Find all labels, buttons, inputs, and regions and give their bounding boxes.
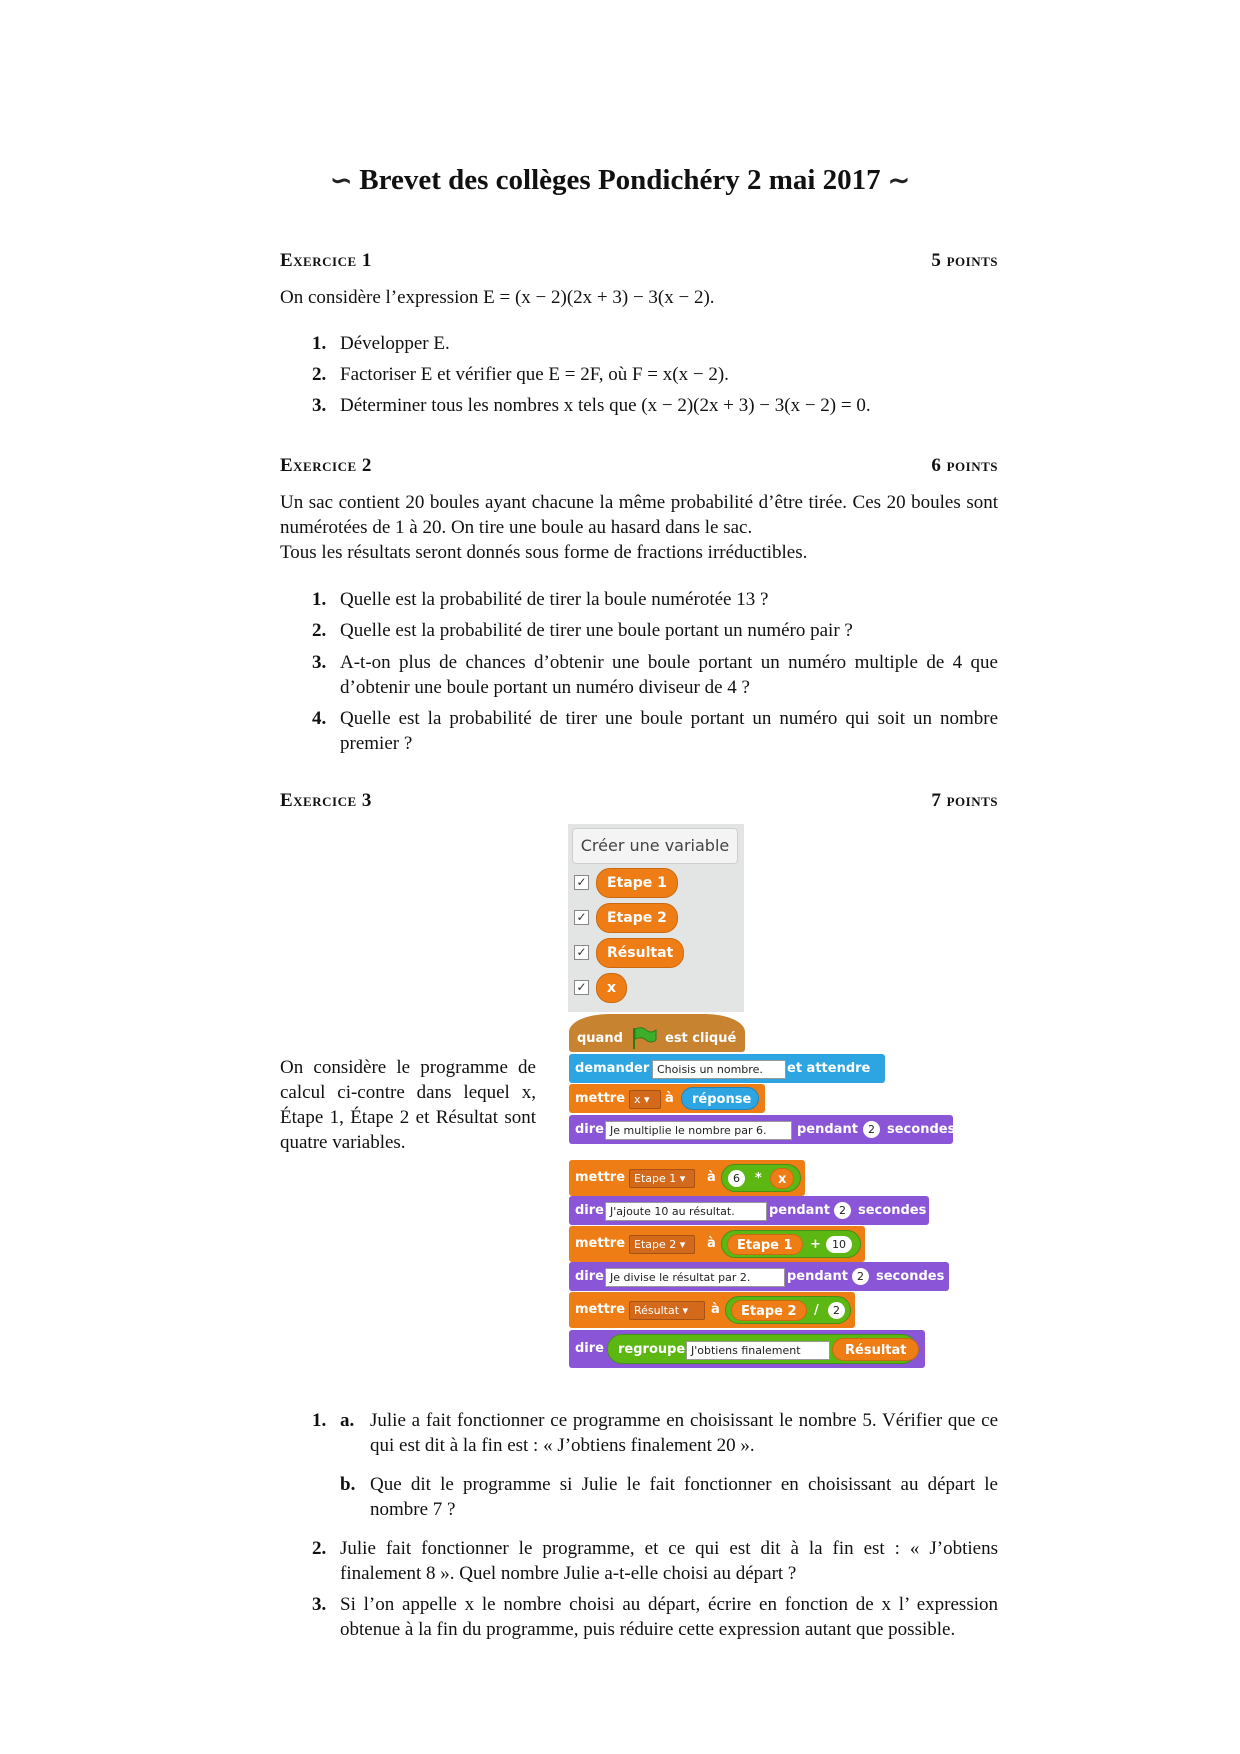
block-keyword: mettre: [575, 1091, 626, 1106]
variable-reporter[interactable]: Etape 1: [596, 868, 678, 898]
dropdown-value: x: [634, 1093, 641, 1106]
exercise-2-points: 6 points: [931, 455, 998, 476]
exercise-2-intro-2: Tous les résultats seront donnés sous forme de fractions irréductibles.: [280, 542, 808, 563]
scratch-variable-panel: [568, 824, 744, 1012]
exercise-2-intro: [280, 490, 998, 565]
item-number: 2.: [312, 620, 327, 641]
green-flag-icon[interactable]: [631, 1026, 657, 1050]
hat-keyword-2: est cliqué: [665, 1031, 737, 1046]
say-join-block[interactable]: [569, 1330, 925, 1368]
set-resultat-block[interactable]: [569, 1292, 855, 1328]
exercise-1-item-1: [312, 331, 998, 356]
exercise-1-item-3: [312, 393, 998, 418]
exercise-2-intro-1: Un sac contient 20 boules ayant chacune la même probabilité d’être tirée. Ces 20 boules sont numérotées de 1 à 20. On tire une boule au hasard dans le sac.: [280, 492, 998, 538]
block-keyword: à: [665, 1091, 674, 1106]
block-keyword: dire: [575, 1203, 604, 1218]
variable-dropdown[interactable]: x ▾: [629, 1090, 661, 1109]
block-keyword: dire: [575, 1122, 604, 1137]
block-keyword: demander: [575, 1061, 650, 1076]
item-number: 3.: [312, 395, 327, 416]
exercise-3-question-1a-text: [340, 1408, 998, 1458]
item-text: Développer E.: [340, 333, 450, 354]
item-text: Julie a fait fonctionner ce programme en choisissant le nombre 5. Vérifier que ce qui est dit à la fin est : « J’obtiens finalement 20 ».: [370, 1410, 998, 1456]
ornament-right-icon: ∼: [887, 166, 910, 195]
say-for-secs-block-1[interactable]: [569, 1115, 956, 1144]
resultat-reporter[interactable]: Résultat: [832, 1338, 919, 1361]
say-for-secs-block-2[interactable]: [569, 1196, 929, 1225]
variable-dropdown[interactable]: Etape 2 ▾: [629, 1235, 695, 1254]
seconds-input[interactable]: 2: [834, 1202, 851, 1219]
exercise-3-header: [280, 790, 998, 814]
exercise-2-item-4: [312, 706, 998, 756]
operand-b[interactable]: 10: [826, 1236, 852, 1253]
etape1-reporter[interactable]: Etape 1: [727, 1234, 803, 1255]
block-keyword: pendant: [769, 1203, 830, 1218]
item-number: 3.: [312, 652, 327, 673]
title-text: Brevet des collèges Pondichéry 2 mai 2017: [359, 164, 881, 196]
block-keyword: à: [707, 1170, 716, 1185]
set-etape2-block[interactable]: [569, 1226, 865, 1262]
page-title: [0, 164, 1240, 197]
exercise-1-label: Exercice 1: [280, 250, 372, 271]
item-number: 2.: [312, 364, 327, 385]
item-text: Quelle est la probabilité de tirer une boule portant un numéro qui soit un nombre premier ?: [340, 708, 998, 754]
answer-reporter[interactable]: réponse: [681, 1087, 759, 1110]
exercise-2-header: [280, 455, 998, 479]
item-text: Quelle est la probabilité de tirer une boule portant un numéro pair ?: [340, 620, 853, 641]
sub-item-letter: b.: [340, 1474, 356, 1495]
item-number: 3.: [312, 1594, 327, 1615]
set-etape1-block[interactable]: [569, 1160, 805, 1196]
dropdown-value: Etape 1: [634, 1172, 677, 1185]
divide-operator[interactable]: [725, 1296, 851, 1324]
join-keyword: regroupe: [618, 1342, 686, 1357]
dropdown-value: Etape 2: [634, 1238, 677, 1251]
operand-a[interactable]: 6: [728, 1170, 745, 1187]
exercise-3-question-3: [312, 1592, 998, 1642]
say-text-field[interactable]: Je multiplie le nombre par 6.: [605, 1121, 792, 1140]
checkbox-icon[interactable]: ✓: [574, 875, 589, 890]
ask-and-wait-block[interactable]: [569, 1054, 885, 1083]
say-text-field[interactable]: J'ajoute 10 au résultat.: [605, 1202, 767, 1221]
exercise-1-intro: On considère l’expression E = (x − 2)(2x + 3) − 3(x − 2).: [280, 287, 715, 308]
sub-item-letter: a.: [340, 1410, 355, 1431]
operand-b[interactable]: 2: [828, 1302, 845, 1319]
join-text-field[interactable]: J'obtiens finalement: [686, 1341, 830, 1360]
ornament-left-icon: ∽: [330, 166, 353, 195]
item-text: Déterminer tous les nombres x tels que (x − 2)(2x + 3) − 3(x − 2) = 0.: [340, 395, 871, 416]
etape2-reporter[interactable]: Etape 2: [731, 1300, 807, 1321]
set-x-block[interactable]: [569, 1084, 765, 1113]
item-text: Factoriser E et vérifier que E = 2F, où F = x(x − 2).: [340, 364, 729, 385]
block-keyword: secondes: [858, 1203, 927, 1218]
operator-symbol: +: [810, 1237, 821, 1252]
variable-reporter[interactable]: x: [596, 973, 627, 1003]
item-text: Si l’on appelle x le nombre choisi au départ, écrire en fonction de x l’ expression obtenue à la fin du programme, puis réduire cette expression autant que possible.: [340, 1594, 998, 1640]
seconds-input[interactable]: 2: [852, 1268, 869, 1285]
item-number: 1.: [312, 589, 327, 610]
say-text-field[interactable]: Je divise le résultat par 2.: [605, 1268, 785, 1287]
block-keyword: mettre: [575, 1302, 626, 1317]
variable-dropdown[interactable]: Résultat ▾: [629, 1301, 705, 1320]
variable-dropdown[interactable]: Etape 1 ▾: [629, 1169, 695, 1188]
block-keyword: et attendre: [787, 1061, 871, 1076]
exercise-3-label: Exercice 3: [280, 790, 372, 811]
item-text: Julie fait fonctionner le programme, et ce qui est dit à la fin est : « J’obtiens finalement 8 ». Quel nombre Julie a-t-elle choisi au départ ?: [340, 1538, 998, 1584]
item-text: Quelle est la probabilité de tirer la boule numérotée 13 ?: [340, 589, 769, 610]
block-keyword: dire: [575, 1341, 604, 1356]
exercise-2-item-1: [312, 587, 998, 612]
exercise-1-header: [280, 250, 998, 274]
seconds-input[interactable]: 2: [863, 1121, 880, 1138]
hat-keyword-1: quand: [577, 1031, 623, 1046]
join-operator[interactable]: [607, 1334, 917, 1364]
block-keyword: mettre: [575, 1236, 626, 1251]
exercise-3-question-1b: [340, 1472, 998, 1522]
exercise-3-points: 7 points: [931, 790, 998, 811]
item-number: 4.: [312, 708, 327, 729]
block-keyword: pendant: [787, 1269, 848, 1284]
block-keyword: secondes: [887, 1122, 956, 1137]
add-operator[interactable]: [721, 1230, 861, 1258]
item-text: A-t-on plus de chances d’obtenir une boule portant un numéro multiple de 4 que d’obtenir une boule portant un numéro diviseur de 4 ?: [340, 652, 998, 698]
multiply-operator[interactable]: [721, 1164, 801, 1192]
ask-question-field[interactable]: Choisis un nombre.: [652, 1060, 786, 1079]
exercise-2-item-2: [312, 618, 998, 643]
block-keyword: secondes: [876, 1269, 945, 1284]
block-keyword: pendant: [797, 1122, 858, 1137]
variable-reporter[interactable]: Résultat: [596, 938, 684, 968]
create-variable-button[interactable]: Créer une variable: [572, 828, 738, 864]
item-text: Que dit le programme si Julie le fait fonctionner en choisissant au départ le nombre 7 ?: [370, 1474, 998, 1520]
item-number: 1.: [312, 1410, 327, 1431]
operator-symbol: /: [814, 1303, 819, 1318]
say-for-secs-block-3[interactable]: [569, 1262, 949, 1291]
exercise-2-label: Exercice 2: [280, 455, 372, 476]
when-flag-clicked-block[interactable]: [569, 1014, 745, 1052]
item-number: 1.: [312, 333, 327, 354]
exercise-3-side-text: On considère le programme de calcul ci-contre dans lequel x, Étape 1, Étape 2 et Résultat sont quatre variables.: [280, 1057, 536, 1153]
dropdown-value: Résultat: [634, 1304, 680, 1317]
checkbox-icon[interactable]: ✓: [574, 980, 589, 995]
item-number: 2.: [312, 1538, 327, 1559]
block-keyword: à: [707, 1236, 716, 1251]
block-keyword: à: [711, 1302, 720, 1317]
operator-symbol: *: [755, 1171, 762, 1186]
checkbox-icon[interactable]: ✓: [574, 910, 589, 925]
exercise-3-question-2: [312, 1536, 998, 1586]
block-keyword: mettre: [575, 1170, 626, 1185]
checkbox-icon[interactable]: ✓: [574, 945, 589, 960]
exercise-1-points: 5 points: [931, 250, 998, 271]
exercise-2-item-3: [312, 650, 998, 700]
block-keyword: dire: [575, 1269, 604, 1284]
exercise-1-item-2: [312, 362, 998, 387]
x-reporter[interactable]: x: [770, 1168, 794, 1189]
variable-reporter[interactable]: Etape 2: [596, 903, 678, 933]
